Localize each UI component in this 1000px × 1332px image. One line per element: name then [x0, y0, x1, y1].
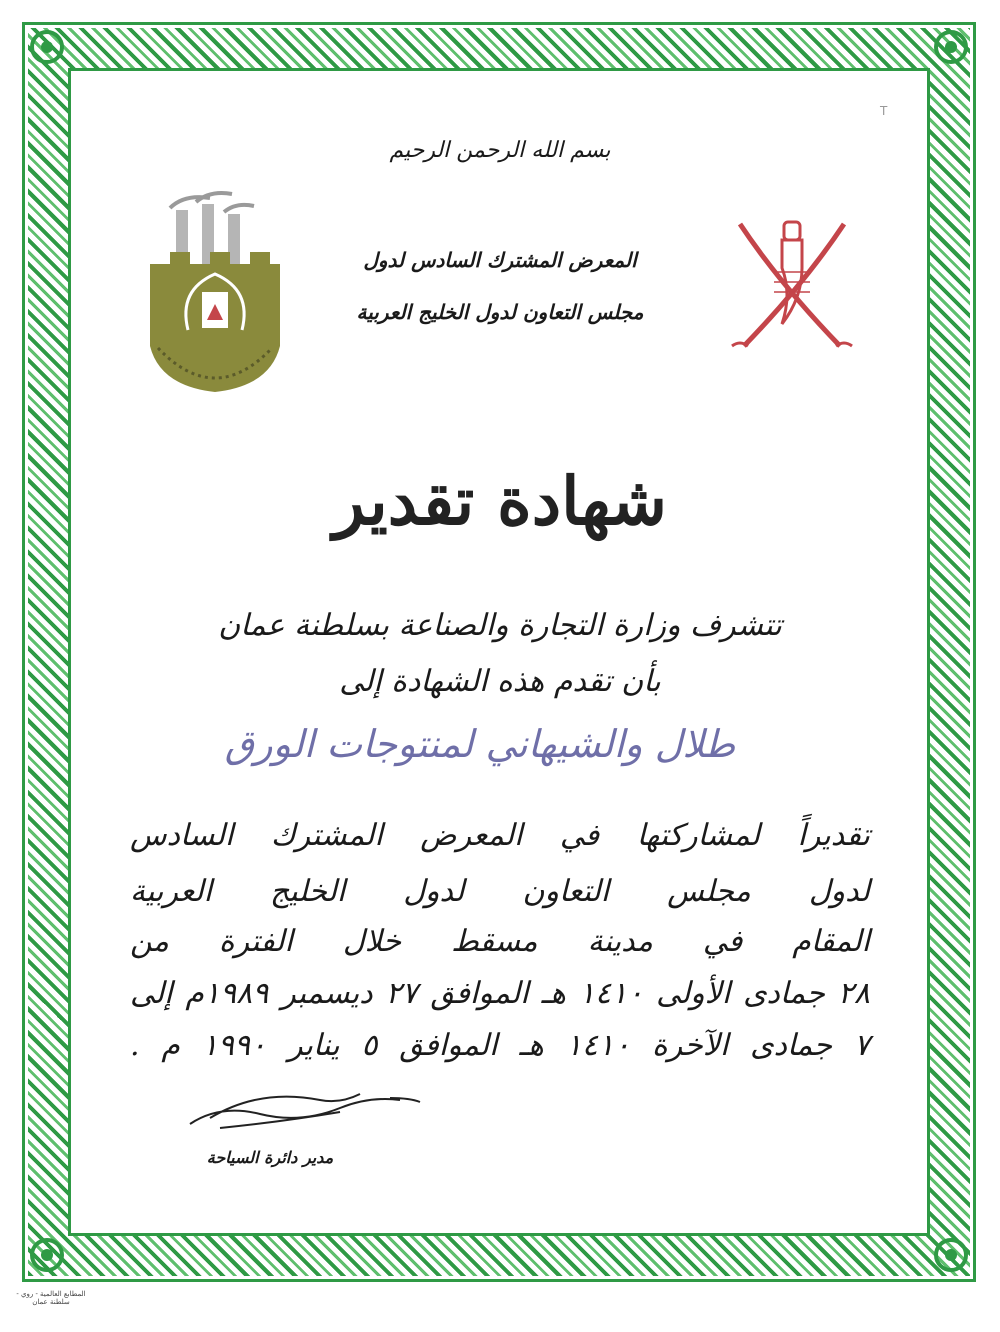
exhibition-name-line2: مجلس التعاون لدول الخليج العربية — [356, 300, 644, 324]
industrial-fortress-emblem-icon — [140, 180, 290, 410]
corner-ornament-icon — [24, 1232, 70, 1278]
oman-khanjar-swords-emblem-icon — [722, 212, 862, 352]
intro-line-1: تتشرف وزارة التجارة والصناعة بسلطنة عمان — [218, 608, 782, 643]
body-line-4: ٢٨ جمادى الأولى ١٤١٠ هـ الموافق ٢٧ ديسمبر ١٩٨٩م إلى — [130, 976, 871, 1011]
recipient-name: طلال والشيهاني لمنتوجات الورق — [224, 722, 736, 766]
corner-mark: T — [880, 104, 888, 118]
signatory-title: مدير دائرة السياحة — [206, 1148, 334, 1167]
certificate-title: شهادة تقدير — [333, 462, 667, 540]
corner-ornament-icon — [928, 1232, 974, 1278]
handwritten-signature — [180, 1088, 450, 1136]
corner-ornament-icon — [24, 24, 70, 70]
intro-line-2: بأن تقدم هذه الشهادة إلى — [339, 664, 661, 699]
exhibition-name-line1: المعرض المشترك السادس لدول — [363, 248, 637, 272]
basmala: بسم الله الرحمن الرحيم — [389, 138, 611, 163]
body-line-1: تقديراً لمشاركتها في المعرض المشترك السادس — [130, 818, 870, 853]
body-line-5: ٧ جمادى الآخرة ١٤١٠ هـ الموافق ٥ يناير ١٩٩٠ م . — [130, 1028, 870, 1063]
corner-ornament-icon — [928, 24, 974, 70]
body-line-2: لدول مجلس التعاون لدول الخليج العربية — [130, 874, 870, 909]
printer-note: المطابع العالمية - روي - سلطنة عمان — [16, 1290, 86, 1306]
body-line-3: المقام في مدينة مسقط خلال الفترة من — [130, 924, 870, 959]
